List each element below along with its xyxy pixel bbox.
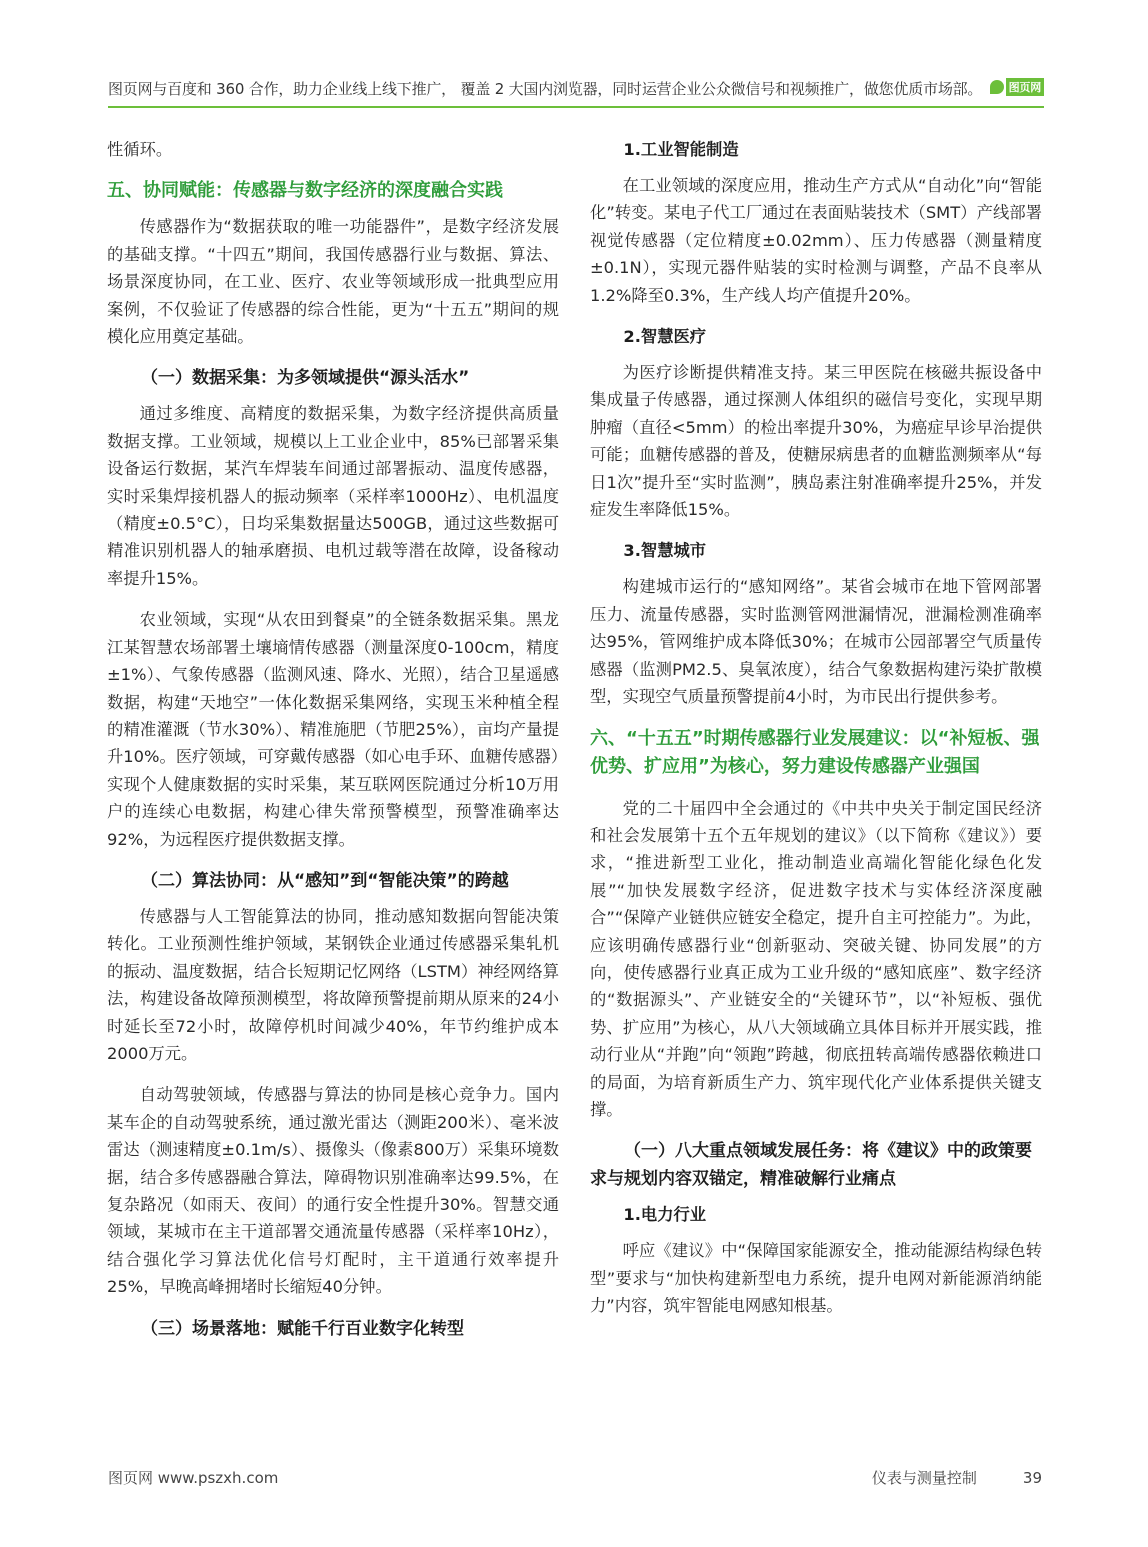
banner-logo — [988, 78, 1044, 96]
paragraph: 传感器与人工智能算法的协同，推动感知数据向智能决策转化。工业预测性维护领域，某钢铁企业通过传感器采集轧机的振动、温度数据，结合长短期记忆网络（LSTM）神经网络算法，构建设备故障预测模型，将故障预警提前期从原来的24小时延长至72小时，故障停机时间减少40%，年节约维护成本2000万元。 — [107, 906, 559, 1063]
paragraph: 构建城市运行的“感知网络”。某省会城市在地下管网部署压力、流量传感器，实时监测管网泄漏情况，泄漏检测准确率达95%，管网维护成本降低30%；在城市公园部署空气质量传感器（监测PM2.5、臭氧浓度），结合气象数据构建污染扩散模型，实现空气质量预警提前4小时，为市民出行提供参考。 — [590, 577, 1042, 707]
paragraph: 传感器作为“数据获取的唯一功能器件”，是数字经济发展的基础支撑。“十四五”期间，我国传感器行业与数据、算法、场景深度协同，在工业、医疗、农业等领域形成一批典型应用案例，不仅验证了传感器的综合性能，更为“十五五”期间的规模化应用奠定基础。 — [107, 217, 559, 347]
paragraph-continuation: 性循环。 — [107, 140, 173, 159]
journal-name: 仪表与测量控制 — [871, 1469, 977, 1487]
paragraph: 为医疗诊断提供精准支持。某三甲医院在核磁共振设备中集成量子传感器，通过探测人体组织的磁信号变化，实现早期肿瘤（直径<5mm）的检出率提升30%，为癌症早诊早治提供可能；血糖传感器的普及，使糖尿病患者的血糖监测频率从“每日1次”提升至“实时监测”，胰岛素注射准确率提升25%，并发症发生率降低15%。 — [590, 363, 1042, 520]
right-column — [590, 136, 1042, 1320]
banner-text: 图页网与百度和 360 合作，助力企业线上线下推广， 覆盖 2 大国内浏览器，同时运营企业公众微信号和视频推广，做您优质市场部。 — [108, 80, 983, 98]
subsection-heading-algorithm: （二）算法协同：从“感知”到“智能决策”的跨越 — [141, 870, 509, 891]
footer-site: 图页网 www.pszxh.com — [108, 1469, 279, 1487]
left-column — [107, 136, 559, 1343]
paragraph: 农业领域，实现“从农田到餐桌”的全链条数据采集。黑龙江某智慧农场部署土壤墒情传感器（测量深度0-100cm，精度±1%）、气象传感器（监测风速、降水、光照），结合卫星遥感数据，构建“天地空”一体化数据采集网络，实现玉米种植全程的精准灌溉（节水30%）、精准施肥（节肥25%），亩均产量提升10%。医疗领域，可穿戴传感器（如心电手环、血糖传感器）实现个人健康数据的实时采集，某互联网医院通过分析10万用户的连续心电数据，构建心律失常预警模型，预警准确率达92%，为远程医疗提供数据支撑。 — [107, 610, 559, 849]
section-heading-6: 六、“十五五”时期传感器行业发展建议：以“补短板、强优势、扩应用”为核心，努力建设传感器产业强国 — [590, 727, 1040, 777]
subsection-heading-data-collection: （一）数据采集：为多领域提供“源头活水” — [141, 368, 470, 389]
footer-journal-info — [872, 1467, 1042, 1488]
leaf-icon — [990, 80, 1004, 94]
paragraph: 呼应《建议》中“保障国家能源安全，推动能源结构绿色转型”要求与“加快构建新型电力系统，提升电网对新能源消纳能力”内容，筑牢智能电网感知根基。 — [590, 1241, 1042, 1316]
paragraph: 通过多维度、高精度的数据采集，为数字经济提供高质量数据支撑。工业领域，规模以上工业企业中，85%已部署采集设备运行数据，某汽车焊装车间通过部署振动、温度传感器，实时采集焊接机器人的振动频率（采样率1000Hz）、电机温度（精度±0.5°C），日均采集数据量达500GB，通过这些数据可精准识别机器人的轴承磨损、电机过载等潜在故障，设备稼动率提升15%。 — [107, 404, 559, 588]
section-heading-5: 五、协同赋能：传感器与数字经济的深度融合实践 — [107, 180, 503, 202]
paragraph: 党的二十届四中全会通过的《中共中央关于制定国民经济和社会发展第十五个五年规划的建议》（以下简称《建议》）要求，“推进新型工业化，推动制造业高端化智能化绿色化发展”“加快发展数字经济，促进数字技术与实体经济深度融合”“保障产业链供应链安全稳定，提升自主可控能力”。为此，应该明确传感器行业“创新驱动、突破关键、协同发展”的方向，使传感器行业真正成为工业升级的“感知底座”、数字经济的“数据源头”、产业链安全的“关键环节”，以“补短板、强优势、扩应用”为核心，从八大领域确立具体目标并开展实践，推动行业从“并跑”向“领跑”跨越，彻底扭转高端传感器依赖进口的局面，为培育新质生产力、筑牢现代化产业体系提供关键支撑。 — [590, 798, 1042, 1119]
paragraph: 自动驾驶领域，传感器与算法的协同是核心竞争力。国内某车企的自动驾驶系统，通过激光雷达（测距200米）、毫米波雷达（测速精度±0.1m/s）、摄像头（像素800万）采集环境数据，结合多传感器融合算法，障碍物识别准确率达99.5%，在复杂路况（如雨天、夜间）的通行安全性提升30%。智慧交通领域，某城市在主干道部署交通流量传感器（采样率10Hz），结合强化学习算法优化信号灯配时，主干道通行效率提升25%，早晚高峰拥堵时长缩短40分钟。 — [107, 1085, 559, 1297]
paragraph: 在工业领域的深度应用，推动生产方式从“自动化”向“智能化”转变。某电子代工厂通过在表面贴装技术（SMT）产线部署视觉传感器（定位精度±0.02mm）、压力传感器（测量精度±0.1N），实现元器件贴装的实时检测与调整，产品不良率从1.2%降至0.3%，生产线人均产值提升20%。 — [590, 176, 1042, 305]
item-heading-industry: 1.工业智能制造 — [623, 140, 739, 159]
item-heading-city: 3.智慧城市 — [623, 541, 707, 561]
subsection-heading-scenario: （三）场景落地：赋能千行百业数字化转型 — [141, 1318, 464, 1339]
banner-divider — [108, 106, 1044, 108]
top-banner — [108, 78, 1044, 104]
page-number: 39 — [1022, 1469, 1042, 1487]
item-heading-medical: 2.智慧医疗 — [623, 327, 707, 347]
item-heading-power: 1.电力行业 — [623, 1205, 707, 1225]
subsection-heading-eight-fields: （一）八大重点领域发展任务：将《建议》中的政策要求与规划内容双锚定，精准破解行业痛点 — [590, 1141, 1032, 1190]
logo-text: 图页网 — [1006, 78, 1044, 96]
